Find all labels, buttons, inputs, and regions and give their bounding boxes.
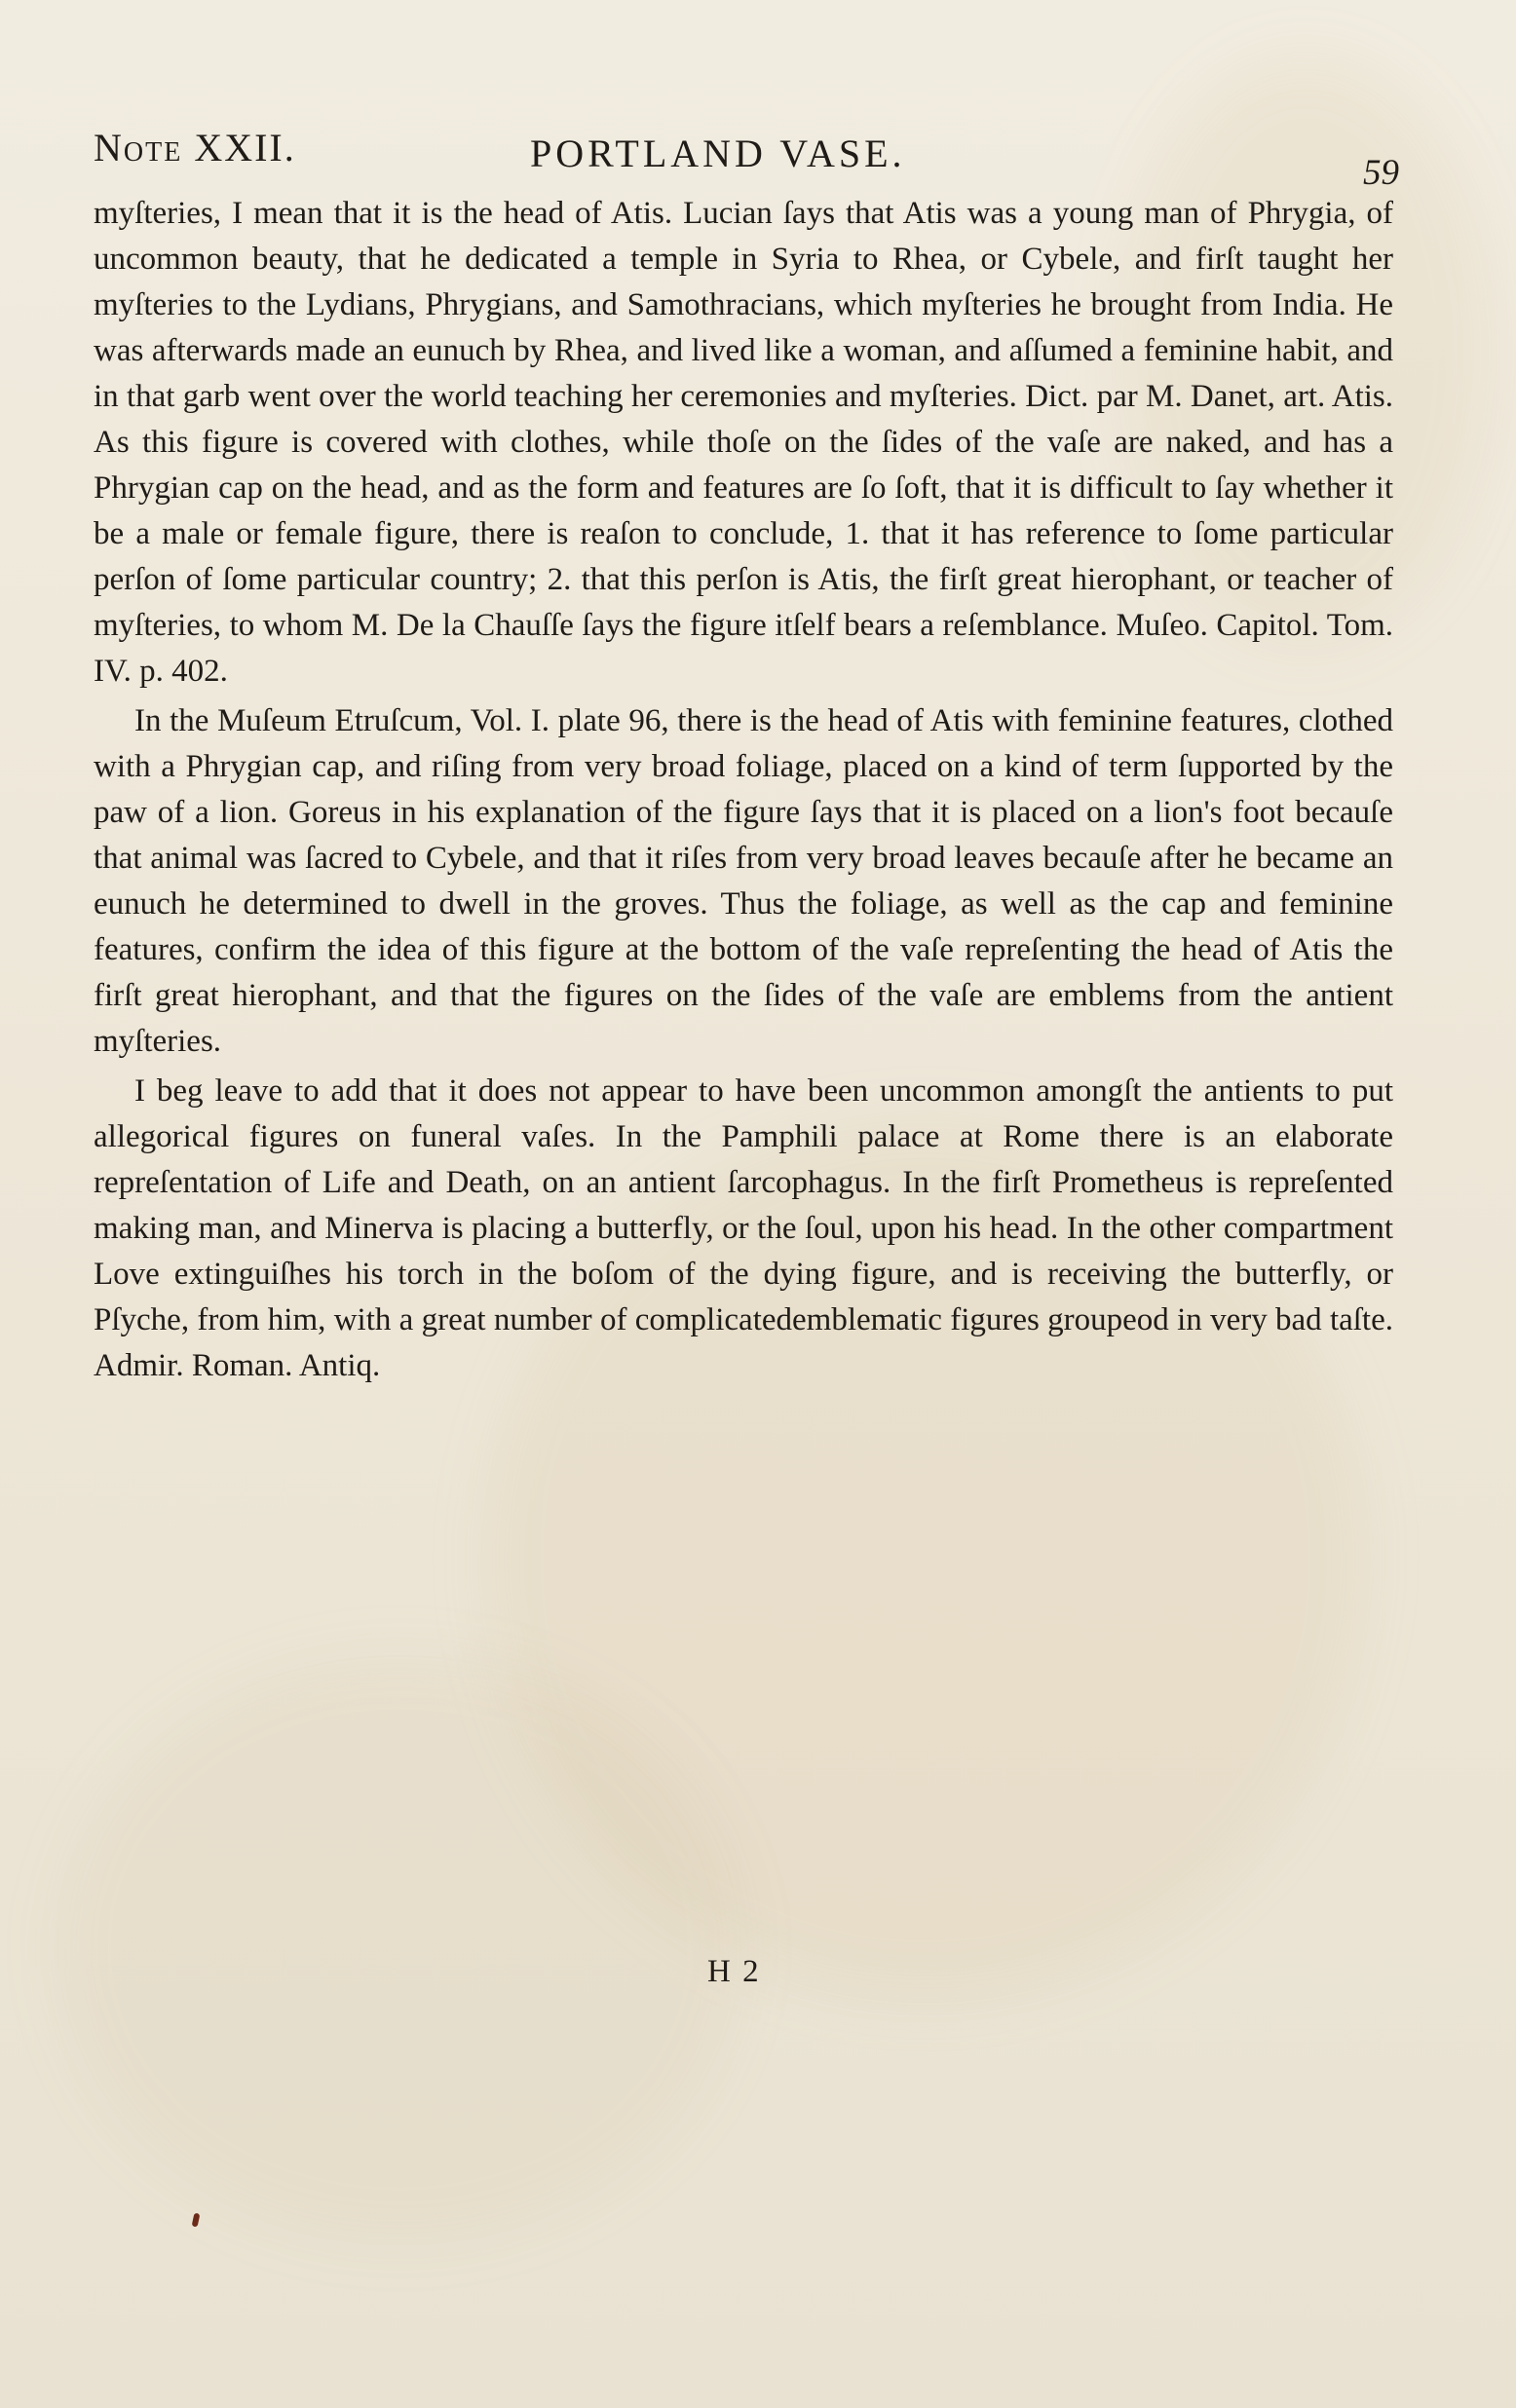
running-title: PORTLAND VASE. bbox=[530, 132, 906, 175]
page-number: 59 bbox=[1363, 153, 1399, 193]
ink-speck bbox=[192, 2213, 201, 2228]
paragraph-continued: myſteries, I mean that it is the head of Atis. Lucian ſays that Atis was a young man of Phrygia, of uncommon beauty, that he dedicated a temple in Syria to Rhea, or Cybele, and firſt taught her myſteries to the Lydians, Phrygians, and Samothracians, which myſteries he brought from India. He was afterwards made an eunuch by Rhea, and lived like a woman, and aſſumed a feminine habit, and in that garb went over the world teaching her ceremonies and myſteries. Dict. par M. Danet, art. Atis. As this figure is covered with clothes, while thoſe on the ſides of the vaſe are naked, and has a Phrygian cap on the head, and as the form and features are ſo ſoft, that it is difficult to ſay whether it be a male or female figure, there is reaſon to conclude, 1. that it has reference to ſome particular perſon of ſome particular country; 2. that this perſon is Atis, the firſt great hierophant, or teacher of myſteries, to whom M. De la Chauſſe ſays the figure itſelf bears a reſemblance. Muſeo. Capitol. Tom. IV. p. 402. bbox=[94, 196, 1393, 689]
paragraph-funeral-vases: I beg leave to add that it does not appear to have been uncommon amongſt the antients to put allegorical figures on funeral vaſes. In the Pamphili palace at Rome there is an elaborate repreſentation of Life and Death, on an antient ſarcophagus. In the firſt Prometheus is repreſented making man, and Minerva is placing a butterfly, or the ſoul, upon his head. In the other compartment Love extinguiſhes his torch in the boſom of the dying figure, and is receiving the butterfly, or Pſyche, from him, with a great number of complicatedemblematic figures groupeod in very bad taſte. Admir. Roman. Antiq. bbox=[94, 1073, 1393, 1383]
page-header bbox=[94, 117, 1399, 195]
paragraph-museum-etruscum: In the Muſeum Etruſcum, Vol. I. plate 96, there is the head of Atis with feminine features, clothed with a Phrygian cap, and riſing from very broad foliage, placed on a kind of term ſupported by the paw of a lion. Goreus in his explanation of the figure ſays that it is placed on a lion's foot becauſe that animal was ſacred to Cybele, and that it riſes from very broad leaves becauſe after he became an eunuch he determined to dwell in the groves. Thus the foliage, as well as the cap and feminine features, confirm the idea of this figure at the bottom of the vaſe repreſenting the head of Atis the firſt great hierophant, and that the figures on the ſides of the vaſe are emblems from the antient myſteries. bbox=[94, 703, 1393, 1059]
signature-mark: H 2 bbox=[707, 1954, 761, 1989]
show-through-stain bbox=[58, 1656, 740, 2240]
note-label: Note XXII. bbox=[94, 126, 296, 169]
body-text bbox=[94, 191, 1393, 1389]
